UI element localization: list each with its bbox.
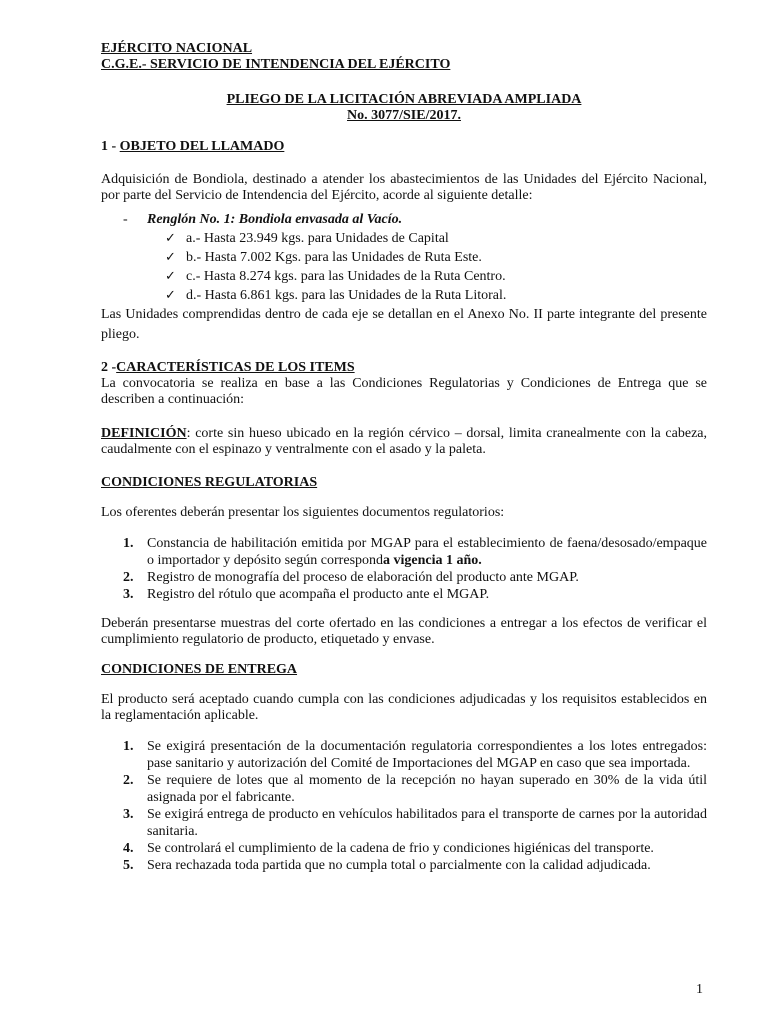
dash-bullet: - [123,212,128,227]
section2-intro: La convocatoria se realiza en base a las Condiciones Regulatorias y Condiciones de Entrega que se describen a continuación: [101,376,707,407]
list-item: 5. Sera rechazada toda partida que no cumpla total o parcialmente con la calidad adjudicada. [123,858,651,873]
list-item: ✓ b.- Hasta 7.002 Kgs. para las Unidades de Ruta Este. [165,250,482,265]
renglon-title: Renglón No. 1: Bondiola envasada al Vacío. [147,212,403,227]
check-icon: ✓ [165,288,176,303]
list-item: 4. Se controlará el cumplimiento de la cadena de frio y condiciones higiénicas del transporte. [123,841,654,856]
section2-heading [101,360,707,376]
list-item: 3. Registro del rótulo que acompaña el producto ante el MGAP. [123,587,490,602]
regulatorias-heading: CONDICIONES REGULATORIAS [101,475,318,490]
regulatorias-list [123,535,707,603]
entrega-list [123,738,707,874]
list-item: 3. Se exigirá entrega de producto en vehículos habilitados para el transporte de carnes por la autoridad sanitaria. [123,807,707,839]
list-item: 1. Se exigirá presentación de la documentación regulatoria correspondientes a los lotes entregados: pase sanitario y autorización del Comité de Importaciones del MGAP en caso que sea importada. [123,739,707,771]
doc-title: PLIEGO DE LA LICITACIÓN ABREVIADA AMPLIADA [226,92,582,107]
section1-closing: Las Unidades comprendidas dentro de cada eje se detallan en el Anexo No. II parte integrante del presente pliego. [101,307,707,342]
list-item: ✓ c.- Hasta 8.274 kgs. para las Unidades de la Ruta Centro. [165,269,506,284]
doc-number: No. 3077/SIE/2017. [347,108,461,123]
section1-heading [101,139,707,155]
section2-number: 2 - [101,360,117,375]
entrega-intro: El producto será aceptado cuando cumpla con las condiciones adjudicadas y los requisitos establecidos en la reglamentación aplicable. [101,692,707,723]
definition-label: DEFINICIÓN [101,426,187,441]
section1-title: OBJETO DEL LLAMADO [119,139,285,154]
document-page [101,41,707,874]
definition-paragraph [101,426,707,458]
regulatorias-closing: Deberán presentarse muestras del corte ofertado en las condiciones a entregar a los efectos de verificar el cumplimiento regulatorio de producto, etiquetado y envase. [101,616,707,647]
renglon-row [101,210,707,229]
check-icon: ✓ [165,269,176,284]
renglon-items [165,229,707,305]
list-item: ✓ a.- Hasta 23.949 kgs. para Unidades de Capital [165,231,449,246]
list-item: 1. Constancia de habilitación emitida por MGAP para el establecimiento de faena/desosado/empaque o importador y depósito según corresponda vigencia 1 año. [123,536,707,568]
check-icon: ✓ [165,250,176,265]
section1-intro: Adquisición de Bondiola, destinado a atender los abastecimientos de las Unidades del Ejército Nacional, por parte del Servicio de Intendencia del Ejército, acorde al siguiente detalle: [101,172,707,203]
entrega-heading: CONDICIONES DE ENTREGA [101,662,298,677]
section1-number: 1 - [101,139,120,154]
list-item: 2. Se requiere de lotes que al momento de la recepción no hayan superado en 30% de la vida útil asignada por el fabricante. [123,773,707,805]
section2-title: CARACTERÍSTICAS DE LOS ITEMS [116,360,355,375]
definition-text: : corte sin hueso ubicado en la región cérvico – dorsal, limita cranealmente con la cabeza, caudalmente con el espinazo y ventralmente con el asado y la paleta. [101,426,707,457]
header-service: C.G.E.- SERVICIO DE INTENDENCIA DEL EJÉRCITO [101,57,451,72]
header-org: EJÉRCITO NACIONAL [101,41,253,56]
page-number: 1 [696,982,703,997]
check-icon: ✓ [165,231,176,246]
regulatorias-intro: Los oferentes deberán presentar los siguientes documentos regulatorios: [101,505,505,520]
list-item: 2. Registro de monografía del proceso de elaboración del producto ante MGAP. [123,570,579,585]
list-item: ✓ d.- Hasta 6.861 kgs. para las Unidades de la Ruta Litoral. [165,288,507,303]
